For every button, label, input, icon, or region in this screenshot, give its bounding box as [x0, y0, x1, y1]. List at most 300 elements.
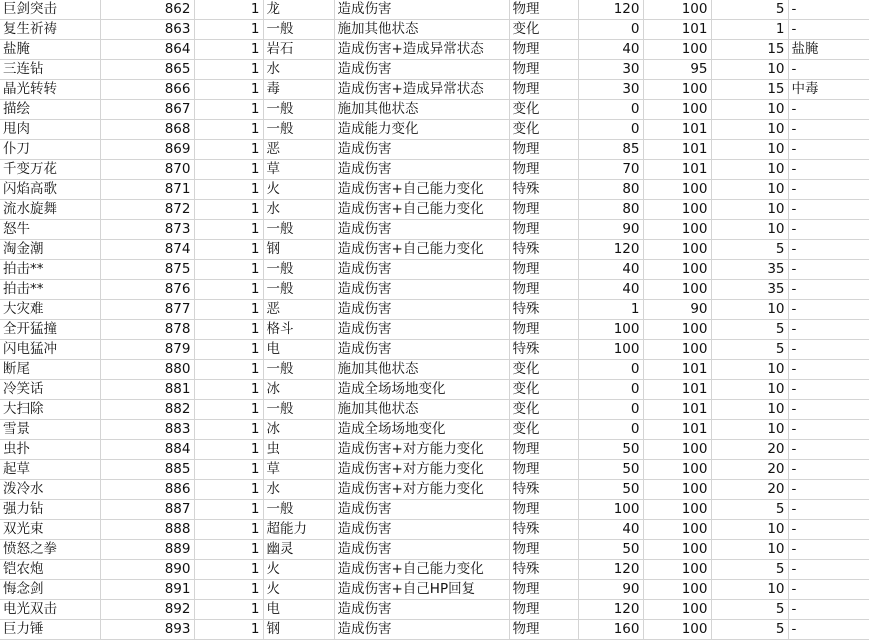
- cell-accuracy[interactable]: 100: [643, 620, 711, 640]
- cell-accuracy[interactable]: 101: [643, 400, 711, 420]
- cell-category[interactable]: 物理: [509, 280, 578, 300]
- cell-id[interactable]: 882: [100, 400, 194, 420]
- cell-accuracy[interactable]: 100: [643, 520, 711, 540]
- cell-pp[interactable]: 10: [711, 520, 788, 540]
- cell-status[interactable]: -: [788, 400, 869, 420]
- cell-name[interactable]: 铠农炮: [0, 560, 100, 580]
- cell-id[interactable]: 868: [100, 120, 194, 140]
- cell-name[interactable]: 拍击**: [0, 260, 100, 280]
- cell-power[interactable]: 40: [578, 260, 643, 280]
- cell-type[interactable]: 一般: [263, 500, 334, 520]
- cell-effect[interactable]: 施加其他状态: [334, 20, 509, 40]
- cell-power[interactable]: 30: [578, 80, 643, 100]
- cell-status[interactable]: -: [788, 620, 869, 640]
- cell-power[interactable]: 0: [578, 120, 643, 140]
- cell-pp[interactable]: 5: [711, 600, 788, 620]
- cell-accuracy[interactable]: 100: [643, 340, 711, 360]
- cell-status[interactable]: -: [788, 280, 869, 300]
- cell-pp[interactable]: 10: [711, 360, 788, 380]
- cell-effect[interactable]: 造成伤害+对方能力变化: [334, 440, 509, 460]
- cell-power[interactable]: 1: [578, 300, 643, 320]
- cell-status[interactable]: 中毒: [788, 80, 869, 100]
- cell-effect[interactable]: 造成伤害: [334, 140, 509, 160]
- cell-status[interactable]: -: [788, 520, 869, 540]
- cell-name[interactable]: 起草: [0, 460, 100, 480]
- cell-id[interactable]: 872: [100, 200, 194, 220]
- cell-type[interactable]: 冰: [263, 380, 334, 400]
- cell-gen[interactable]: 1: [194, 580, 263, 600]
- cell-category[interactable]: 物理: [509, 220, 578, 240]
- cell-type[interactable]: 一般: [263, 100, 334, 120]
- cell-power[interactable]: 0: [578, 20, 643, 40]
- cell-gen[interactable]: 1: [194, 420, 263, 440]
- cell-name[interactable]: 巨剑突击: [0, 0, 100, 20]
- cell-type[interactable]: 毒: [263, 80, 334, 100]
- cell-status[interactable]: -: [788, 200, 869, 220]
- cell-id[interactable]: 883: [100, 420, 194, 440]
- cell-gen[interactable]: 1: [194, 240, 263, 260]
- cell-gen[interactable]: 1: [194, 160, 263, 180]
- cell-accuracy[interactable]: 100: [643, 200, 711, 220]
- table-row[interactable]: [0, 20, 869, 40]
- cell-category[interactable]: 变化: [509, 380, 578, 400]
- cell-accuracy[interactable]: 101: [643, 140, 711, 160]
- cell-gen[interactable]: 1: [194, 620, 263, 640]
- cell-accuracy[interactable]: 100: [643, 460, 711, 480]
- cell-pp[interactable]: 10: [711, 580, 788, 600]
- cell-pp[interactable]: 10: [711, 180, 788, 200]
- cell-name[interactable]: 盐腌: [0, 40, 100, 60]
- cell-name[interactable]: 雪景: [0, 420, 100, 440]
- cell-gen[interactable]: 1: [194, 300, 263, 320]
- cell-status[interactable]: -: [788, 100, 869, 120]
- cell-category[interactable]: 物理: [509, 60, 578, 80]
- cell-effect[interactable]: 施加其他状态: [334, 100, 509, 120]
- cell-power[interactable]: 100: [578, 340, 643, 360]
- cell-power[interactable]: 50: [578, 460, 643, 480]
- cell-pp[interactable]: 5: [711, 340, 788, 360]
- cell-id[interactable]: 874: [100, 240, 194, 260]
- cell-pp[interactable]: 20: [711, 440, 788, 460]
- table-row[interactable]: [0, 420, 869, 440]
- cell-power[interactable]: 120: [578, 600, 643, 620]
- cell-accuracy[interactable]: 100: [643, 500, 711, 520]
- cell-id[interactable]: 873: [100, 220, 194, 240]
- table-row[interactable]: [0, 460, 869, 480]
- cell-type[interactable]: 一般: [263, 280, 334, 300]
- table-row[interactable]: [0, 340, 869, 360]
- cell-gen[interactable]: 1: [194, 40, 263, 60]
- cell-effect[interactable]: 造成伤害+造成异常状态: [334, 40, 509, 60]
- cell-effect[interactable]: 造成伤害: [334, 520, 509, 540]
- cell-accuracy[interactable]: 90: [643, 300, 711, 320]
- cell-pp[interactable]: 10: [711, 540, 788, 560]
- cell-status[interactable]: -: [788, 0, 869, 20]
- cell-gen[interactable]: 1: [194, 80, 263, 100]
- cell-gen[interactable]: 1: [194, 280, 263, 300]
- cell-pp[interactable]: 10: [711, 300, 788, 320]
- cell-effect[interactable]: 造成伤害+自己能力变化: [334, 560, 509, 580]
- cell-type[interactable]: 火: [263, 580, 334, 600]
- cell-effect[interactable]: 造成伤害: [334, 220, 509, 240]
- cell-type[interactable]: 恶: [263, 300, 334, 320]
- cell-power[interactable]: 0: [578, 400, 643, 420]
- cell-effect[interactable]: 造成伤害+对方能力变化: [334, 480, 509, 500]
- cell-accuracy[interactable]: 100: [643, 600, 711, 620]
- table-row[interactable]: [0, 80, 869, 100]
- cell-id[interactable]: 878: [100, 320, 194, 340]
- cell-pp[interactable]: 5: [711, 0, 788, 20]
- cell-type[interactable]: 电: [263, 340, 334, 360]
- cell-category[interactable]: 特殊: [509, 300, 578, 320]
- cell-pp[interactable]: 10: [711, 160, 788, 180]
- cell-gen[interactable]: 1: [194, 340, 263, 360]
- cell-status[interactable]: -: [788, 340, 869, 360]
- cell-name[interactable]: 淘金潮: [0, 240, 100, 260]
- cell-accuracy[interactable]: 100: [643, 180, 711, 200]
- cell-type[interactable]: 恶: [263, 140, 334, 160]
- cell-power[interactable]: 80: [578, 180, 643, 200]
- cell-status[interactable]: -: [788, 580, 869, 600]
- table-row[interactable]: [0, 0, 869, 20]
- cell-type[interactable]: 一般: [263, 120, 334, 140]
- cell-status[interactable]: -: [788, 560, 869, 580]
- cell-id[interactable]: 875: [100, 260, 194, 280]
- table-row[interactable]: [0, 520, 869, 540]
- cell-type[interactable]: 幽灵: [263, 540, 334, 560]
- cell-name[interactable]: 流水旋舞: [0, 200, 100, 220]
- cell-type[interactable]: 火: [263, 560, 334, 580]
- cell-status[interactable]: -: [788, 380, 869, 400]
- cell-status[interactable]: -: [788, 160, 869, 180]
- cell-power[interactable]: 120: [578, 560, 643, 580]
- cell-accuracy[interactable]: 100: [643, 240, 711, 260]
- table-row[interactable]: [0, 380, 869, 400]
- cell-category[interactable]: 变化: [509, 420, 578, 440]
- cell-id[interactable]: 891: [100, 580, 194, 600]
- table-row[interactable]: [0, 600, 869, 620]
- cell-status[interactable]: -: [788, 220, 869, 240]
- cell-name[interactable]: 全开猛撞: [0, 320, 100, 340]
- cell-gen[interactable]: 1: [194, 140, 263, 160]
- cell-category[interactable]: 变化: [509, 20, 578, 40]
- cell-type[interactable]: 草: [263, 460, 334, 480]
- cell-category[interactable]: 物理: [509, 600, 578, 620]
- cell-status[interactable]: -: [788, 440, 869, 460]
- cell-id[interactable]: 880: [100, 360, 194, 380]
- cell-pp[interactable]: 5: [711, 500, 788, 520]
- cell-type[interactable]: 钢: [263, 240, 334, 260]
- cell-pp[interactable]: 1: [711, 20, 788, 40]
- cell-id[interactable]: 865: [100, 60, 194, 80]
- table-row[interactable]: [0, 100, 869, 120]
- table-row[interactable]: [0, 240, 869, 260]
- cell-power[interactable]: 40: [578, 40, 643, 60]
- cell-type[interactable]: 一般: [263, 220, 334, 240]
- cell-category[interactable]: 变化: [509, 120, 578, 140]
- cell-id[interactable]: 867: [100, 100, 194, 120]
- cell-accuracy[interactable]: 101: [643, 380, 711, 400]
- cell-category[interactable]: 物理: [509, 580, 578, 600]
- cell-pp[interactable]: 10: [711, 60, 788, 80]
- cell-status[interactable]: -: [788, 600, 869, 620]
- cell-status[interactable]: 盐腌: [788, 40, 869, 60]
- cell-pp[interactable]: 10: [711, 400, 788, 420]
- cell-name[interactable]: 泼冷水: [0, 480, 100, 500]
- cell-effect[interactable]: 造成伤害: [334, 300, 509, 320]
- cell-power[interactable]: 50: [578, 540, 643, 560]
- cell-effect[interactable]: 造成伤害: [334, 160, 509, 180]
- cell-name[interactable]: 怒牛: [0, 220, 100, 240]
- table-row[interactable]: [0, 620, 869, 640]
- cell-name[interactable]: 复生祈祷: [0, 20, 100, 40]
- cell-pp[interactable]: 15: [711, 80, 788, 100]
- cell-pp[interactable]: 10: [711, 420, 788, 440]
- cell-id[interactable]: 890: [100, 560, 194, 580]
- cell-status[interactable]: -: [788, 140, 869, 160]
- cell-pp[interactable]: 15: [711, 40, 788, 60]
- cell-power[interactable]: 85: [578, 140, 643, 160]
- cell-accuracy[interactable]: 101: [643, 20, 711, 40]
- cell-accuracy[interactable]: 100: [643, 220, 711, 240]
- cell-gen[interactable]: 1: [194, 380, 263, 400]
- cell-category[interactable]: 物理: [509, 320, 578, 340]
- cell-gen[interactable]: 1: [194, 520, 263, 540]
- cell-effect[interactable]: 造成伤害: [334, 540, 509, 560]
- cell-gen[interactable]: 1: [194, 460, 263, 480]
- cell-name[interactable]: 悔念剑: [0, 580, 100, 600]
- cell-pp[interactable]: 5: [711, 240, 788, 260]
- cell-name[interactable]: 描绘: [0, 100, 100, 120]
- cell-name[interactable]: 愤怒之拳: [0, 540, 100, 560]
- cell-category[interactable]: 物理: [509, 160, 578, 180]
- cell-power[interactable]: 0: [578, 360, 643, 380]
- cell-type[interactable]: 电: [263, 600, 334, 620]
- cell-effect[interactable]: 造成伤害+自己能力变化: [334, 200, 509, 220]
- cell-id[interactable]: 869: [100, 140, 194, 160]
- cell-name[interactable]: 巨力锤: [0, 620, 100, 640]
- table-row[interactable]: [0, 200, 869, 220]
- cell-gen[interactable]: 1: [194, 360, 263, 380]
- cell-power[interactable]: 80: [578, 200, 643, 220]
- cell-type[interactable]: 一般: [263, 260, 334, 280]
- cell-power[interactable]: 100: [578, 500, 643, 520]
- cell-category[interactable]: 物理: [509, 540, 578, 560]
- cell-accuracy[interactable]: 100: [643, 540, 711, 560]
- cell-effect[interactable]: 造成伤害+自己HP回复: [334, 580, 509, 600]
- cell-effect[interactable]: 造成全场场地变化: [334, 380, 509, 400]
- cell-power[interactable]: 0: [578, 380, 643, 400]
- cell-category[interactable]: 物理: [509, 140, 578, 160]
- cell-status[interactable]: -: [788, 500, 869, 520]
- cell-type[interactable]: 超能力: [263, 520, 334, 540]
- cell-accuracy[interactable]: 95: [643, 60, 711, 80]
- cell-type[interactable]: 草: [263, 160, 334, 180]
- table-row[interactable]: [0, 480, 869, 500]
- cell-gen[interactable]: 1: [194, 20, 263, 40]
- cell-pp[interactable]: 10: [711, 120, 788, 140]
- cell-id[interactable]: 863: [100, 20, 194, 40]
- cell-effect[interactable]: 造成伤害+对方能力变化: [334, 460, 509, 480]
- table-row[interactable]: [0, 140, 869, 160]
- cell-category[interactable]: 物理: [509, 0, 578, 20]
- table-row[interactable]: [0, 500, 869, 520]
- cell-status[interactable]: -: [788, 20, 869, 40]
- cell-pp[interactable]: 20: [711, 480, 788, 500]
- cell-accuracy[interactable]: 100: [643, 580, 711, 600]
- cell-category[interactable]: 特殊: [509, 340, 578, 360]
- table-row[interactable]: [0, 300, 869, 320]
- cell-effect[interactable]: 造成伤害: [334, 500, 509, 520]
- table-row[interactable]: [0, 160, 869, 180]
- cell-id[interactable]: 876: [100, 280, 194, 300]
- cell-category[interactable]: 特殊: [509, 180, 578, 200]
- cell-effect[interactable]: 造成伤害: [334, 620, 509, 640]
- cell-accuracy[interactable]: 100: [643, 280, 711, 300]
- cell-id[interactable]: 862: [100, 0, 194, 20]
- cell-category[interactable]: 特殊: [509, 560, 578, 580]
- cell-power[interactable]: 50: [578, 480, 643, 500]
- cell-power[interactable]: 90: [578, 580, 643, 600]
- cell-name[interactable]: 电光双击: [0, 600, 100, 620]
- cell-type[interactable]: 火: [263, 180, 334, 200]
- cell-accuracy[interactable]: 100: [643, 100, 711, 120]
- cell-category[interactable]: 特殊: [509, 240, 578, 260]
- cell-category[interactable]: 物理: [509, 620, 578, 640]
- cell-name[interactable]: 拍击**: [0, 280, 100, 300]
- cell-status[interactable]: -: [788, 360, 869, 380]
- cell-gen[interactable]: 1: [194, 400, 263, 420]
- cell-type[interactable]: 水: [263, 60, 334, 80]
- table-row[interactable]: [0, 260, 869, 280]
- cell-category[interactable]: 物理: [509, 500, 578, 520]
- table-row[interactable]: [0, 60, 869, 80]
- cell-gen[interactable]: 1: [194, 100, 263, 120]
- table-row[interactable]: [0, 540, 869, 560]
- cell-pp[interactable]: 10: [711, 380, 788, 400]
- cell-gen[interactable]: 1: [194, 120, 263, 140]
- table-row[interactable]: [0, 560, 869, 580]
- cell-name[interactable]: 强力钻: [0, 500, 100, 520]
- cell-id[interactable]: 885: [100, 460, 194, 480]
- cell-pp[interactable]: 10: [711, 200, 788, 220]
- cell-type[interactable]: 岩石: [263, 40, 334, 60]
- cell-effect[interactable]: 造成伤害: [334, 60, 509, 80]
- cell-pp[interactable]: 35: [711, 260, 788, 280]
- cell-gen[interactable]: 1: [194, 440, 263, 460]
- cell-status[interactable]: -: [788, 540, 869, 560]
- cell-gen[interactable]: 1: [194, 320, 263, 340]
- cell-gen[interactable]: 1: [194, 200, 263, 220]
- cell-accuracy[interactable]: 100: [643, 40, 711, 60]
- cell-status[interactable]: -: [788, 420, 869, 440]
- cell-name[interactable]: 大扫除: [0, 400, 100, 420]
- cell-accuracy[interactable]: 100: [643, 80, 711, 100]
- cell-gen[interactable]: 1: [194, 60, 263, 80]
- cell-id[interactable]: 886: [100, 480, 194, 500]
- cell-name[interactable]: 仆刀: [0, 140, 100, 160]
- cell-category[interactable]: 物理: [509, 200, 578, 220]
- table-row[interactable]: [0, 120, 869, 140]
- cell-category[interactable]: 变化: [509, 100, 578, 120]
- cell-effect[interactable]: 造成伤害: [334, 0, 509, 20]
- cell-id[interactable]: 889: [100, 540, 194, 560]
- cell-gen[interactable]: 1: [194, 480, 263, 500]
- cell-pp[interactable]: 20: [711, 460, 788, 480]
- cell-type[interactable]: 一般: [263, 20, 334, 40]
- cell-name[interactable]: 甩肉: [0, 120, 100, 140]
- cell-effect[interactable]: 施加其他状态: [334, 400, 509, 420]
- cell-effect[interactable]: 造成伤害+自己能力变化: [334, 180, 509, 200]
- cell-id[interactable]: 884: [100, 440, 194, 460]
- cell-pp[interactable]: 10: [711, 100, 788, 120]
- cell-status[interactable]: -: [788, 260, 869, 280]
- cell-type[interactable]: 水: [263, 200, 334, 220]
- table-row[interactable]: [0, 40, 869, 60]
- cell-gen[interactable]: 1: [194, 500, 263, 520]
- table-row[interactable]: [0, 180, 869, 200]
- cell-name[interactable]: 虫扑: [0, 440, 100, 460]
- cell-category[interactable]: 物理: [509, 80, 578, 100]
- cell-effect[interactable]: 造成伤害: [334, 320, 509, 340]
- cell-power[interactable]: 40: [578, 520, 643, 540]
- cell-name[interactable]: 冷笑话: [0, 380, 100, 400]
- table-row[interactable]: [0, 320, 869, 340]
- cell-effect[interactable]: 施加其他状态: [334, 360, 509, 380]
- cell-power[interactable]: 120: [578, 0, 643, 20]
- cell-status[interactable]: -: [788, 180, 869, 200]
- cell-category[interactable]: 物理: [509, 460, 578, 480]
- cell-pp[interactable]: 5: [711, 620, 788, 640]
- cell-power[interactable]: 70: [578, 160, 643, 180]
- cell-gen[interactable]: 1: [194, 260, 263, 280]
- cell-pp[interactable]: 5: [711, 560, 788, 580]
- cell-gen[interactable]: 1: [194, 540, 263, 560]
- cell-accuracy[interactable]: 101: [643, 420, 711, 440]
- cell-accuracy[interactable]: 100: [643, 0, 711, 20]
- table-row[interactable]: [0, 400, 869, 420]
- cell-effect[interactable]: 造成伤害+造成异常状态: [334, 80, 509, 100]
- cell-category[interactable]: 特殊: [509, 480, 578, 500]
- cell-gen[interactable]: 1: [194, 180, 263, 200]
- cell-type[interactable]: 水: [263, 480, 334, 500]
- cell-pp[interactable]: 10: [711, 220, 788, 240]
- cell-type[interactable]: 一般: [263, 400, 334, 420]
- cell-type[interactable]: 冰: [263, 420, 334, 440]
- cell-category[interactable]: 特殊: [509, 520, 578, 540]
- cell-power[interactable]: 30: [578, 60, 643, 80]
- cell-name[interactable]: 闪电猛冲: [0, 340, 100, 360]
- cell-status[interactable]: -: [788, 300, 869, 320]
- cell-name[interactable]: 千变万花: [0, 160, 100, 180]
- cell-power[interactable]: 0: [578, 100, 643, 120]
- cell-accuracy[interactable]: 101: [643, 360, 711, 380]
- cell-type[interactable]: 格斗: [263, 320, 334, 340]
- cell-type[interactable]: 一般: [263, 360, 334, 380]
- table-row[interactable]: [0, 280, 869, 300]
- cell-pp[interactable]: 10: [711, 140, 788, 160]
- cell-status[interactable]: -: [788, 480, 869, 500]
- cell-accuracy[interactable]: 100: [643, 480, 711, 500]
- cell-category[interactable]: 变化: [509, 400, 578, 420]
- cell-type[interactable]: 钢: [263, 620, 334, 640]
- cell-power[interactable]: 100: [578, 320, 643, 340]
- cell-category[interactable]: 变化: [509, 360, 578, 380]
- cell-power[interactable]: 0: [578, 420, 643, 440]
- cell-status[interactable]: -: [788, 460, 869, 480]
- cell-id[interactable]: 877: [100, 300, 194, 320]
- cell-accuracy[interactable]: 100: [643, 560, 711, 580]
